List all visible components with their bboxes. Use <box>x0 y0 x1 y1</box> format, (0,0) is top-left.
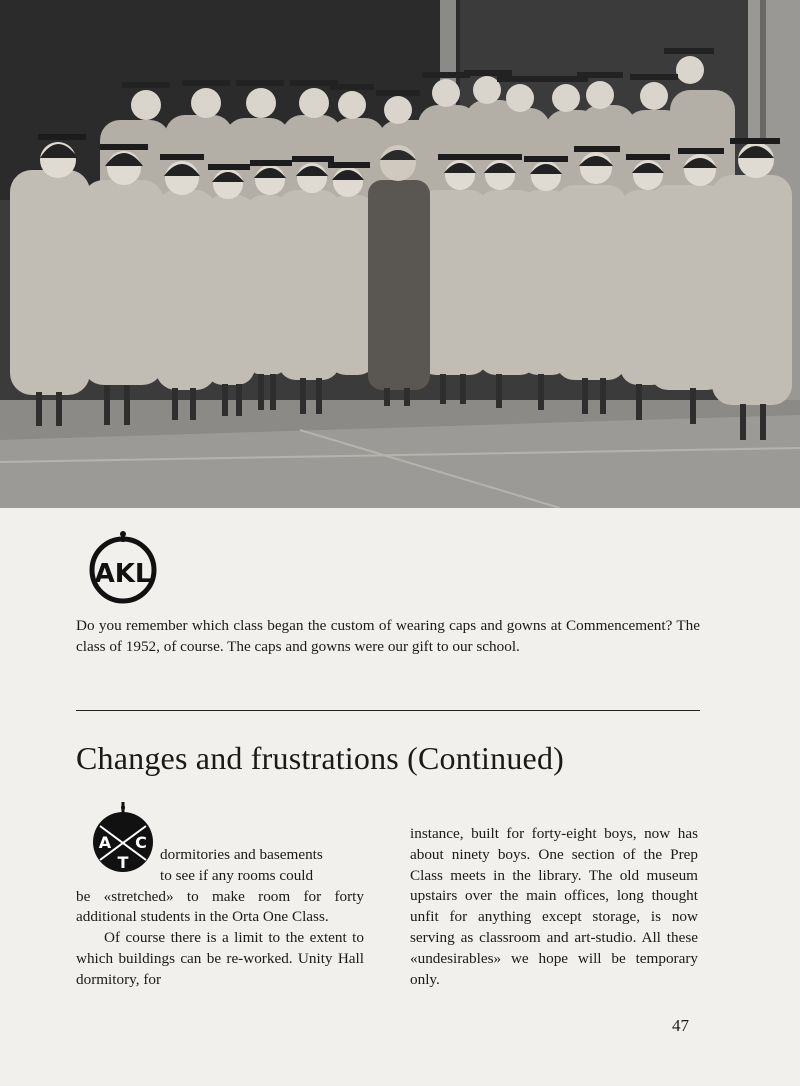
left-column-paragraph-2: Of course there is a limit to the extent to which buildings can be re-worked. Unity Hall dormitory, for <box>76 929 364 988</box>
right-column: instance, built for forty-eight boys, now has about ninety boys. One section of the Prep Class meets in the library. The old museum upstairs over the main offices, long thought unfit for anything except storage, is now serving as classroom and art-studio. All these «undesirables» we hope will be temporary only. <box>410 825 698 988</box>
act-logo-c: C <box>135 833 147 852</box>
akl-logo-text: AKL <box>94 559 152 589</box>
section-divider <box>76 710 700 711</box>
left-column-wrapped-line-1: dormitories and basements <box>160 846 323 863</box>
left-column-paragraph-1: be «stretched» to make room for forty additional students in the Orta One Class. <box>76 887 364 926</box>
intro-paragraph: Do you remember which class began the custom of wearing caps and gowns at Commencement? The class of 1952, of course. The caps and gowns were our gift to our school. <box>76 617 700 655</box>
akl-emblem-icon <box>88 530 158 606</box>
act-logo-a: A <box>98 833 112 852</box>
left-column <box>76 845 364 991</box>
left-column-wrapped-line-2: to see if any rooms could <box>160 866 314 884</box>
graduation-group-photo <box>0 0 800 508</box>
section-title: Changes and frustrations (Continued) <box>76 740 564 776</box>
act-logo-t: T <box>117 853 129 872</box>
page-number: 47 <box>672 1016 689 1035</box>
photo-drawing <box>0 0 800 508</box>
akl-logo <box>88 530 158 606</box>
